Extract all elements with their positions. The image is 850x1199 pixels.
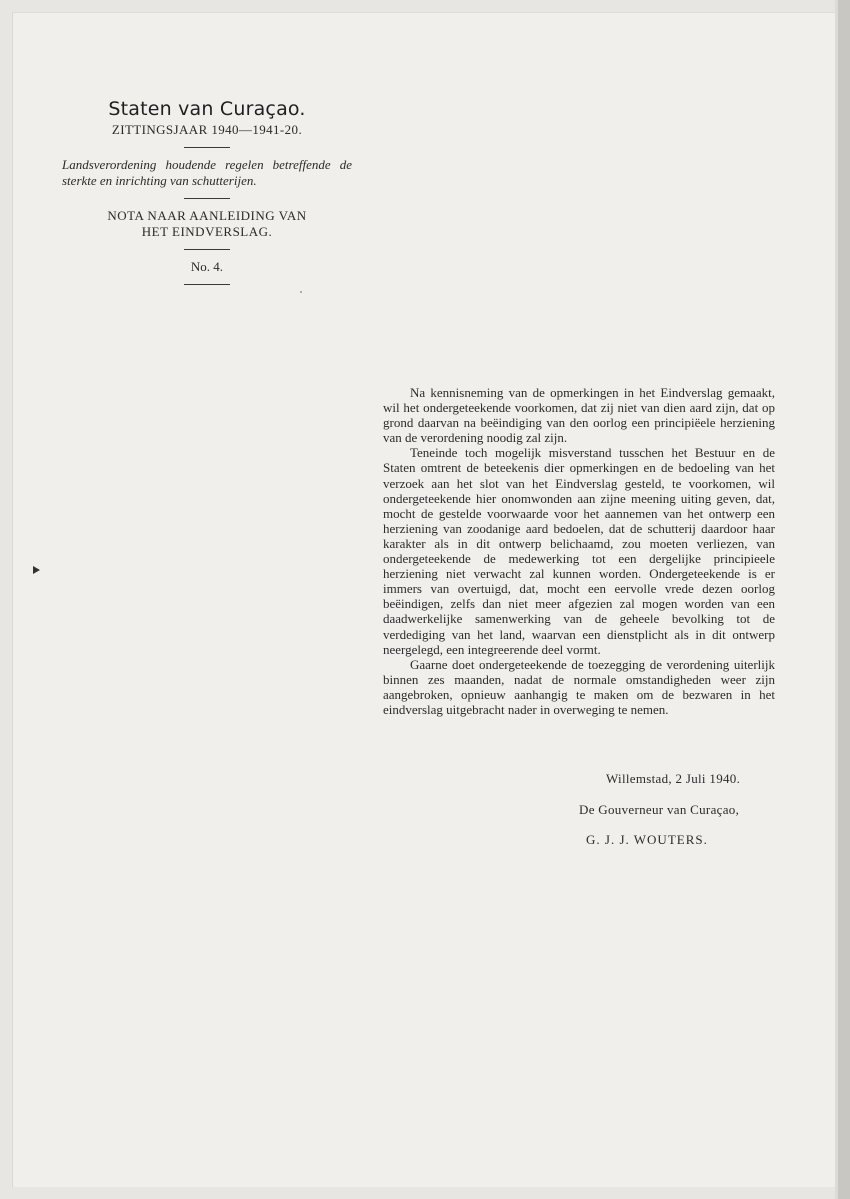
document-title: Staten van Curaçao.	[108, 98, 306, 120]
body-paragraph: Gaarne doet ondergeteekende de toezegging de verordening uiterlijk binnen zes maanden, nadat de normale omstandigheden weer zijn aangebroken, opnieuw aanhangig te maken om de bezwaren in het eindverslag uitgebracht nader in overweging te nemen.	[383, 656, 775, 717]
body-paragraph: Teneinde toch mogelijk misverstand tusschen het Bestuur en de Staten omtrent de beteekenis dier opmerkingen en de bedoeling van het verzoek aan het slot van het Eindverslag gesteld, te voorkomen, wil ondergeteekende hier onomwonden aan zijne meening uiting geven, dat, mocht de gestelde voorwaarde voor het aannemen van het ontwerp een herziening van zoodanige aard bedoelen, dat de schutterij daardoor haar karakter als in dit ontwerp belichaamd, zou moeten verliezen, van ondergeteekende de medewerking tot een dergelijke principieele herziening niet verwacht zal kunnen worden. Ondergeteekende is er immers van overtuigd, dat, mocht een eervolle vrede dezen oorlog beëindigen, zelfs dan niet meer afgezien zal mogen worden van een daadwerkelijke samenwerking van de geheele bevolking tot de verdediging van het land, waarvan een dienstplicht als in dit ontwerp neergelegd, een integreerende deel vormt.	[383, 445, 775, 657]
body-text	[383, 385, 775, 717]
body-paragraph: Na kennisneming van de opmerkingen in het Eindverslag gemaakt, wil het ondergeteekende voorkomen, dat zij niet van dien aard zijn, dat op grond daarvan na beëindiging van den oorlog een principiëele herziening van de verordening noodig zal zijn.	[383, 385, 775, 446]
paper-speck	[300, 291, 302, 293]
header-divider	[184, 198, 230, 199]
document-number: No. 4.	[190, 259, 224, 274]
place-date: Willemstad, 2 Juli 1940.	[606, 771, 741, 786]
nota-heading-line1: NOTA NAAR AANLEIDING VAN	[107, 208, 307, 223]
margin-arrow-icon	[33, 566, 40, 574]
nota-heading-line2: HET EINDVERSLAG.	[141, 224, 273, 239]
session-year: ZITTINGSJAAR 1940—1941-20.	[111, 122, 303, 137]
page-edge-highlight	[835, 0, 838, 1199]
signature: G. J. J. WOUTERS.	[586, 832, 708, 847]
page-edge-strip	[836, 0, 850, 1199]
header-divider	[184, 249, 230, 250]
header-divider	[184, 147, 230, 148]
header-divider	[184, 284, 230, 285]
ordinance-subject: Landsverordening houdende regelen betreffende de sterkte en inrichting van schutterijen.	[62, 157, 352, 188]
document-header	[62, 98, 352, 294]
governor-title: De Gouverneur van Curaçao,	[579, 802, 740, 817]
